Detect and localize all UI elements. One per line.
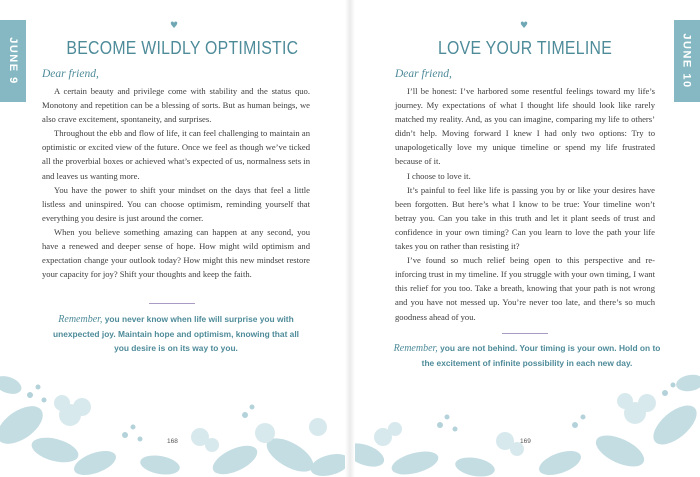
page-title: BECOME WILDLY OPTIMISTIC (66, 38, 299, 58)
paragraph: I’ve found so much relief being open to this perspective and re-inforcing trust in my timeline. If you struggle with your own timing, I want this relief for you too. Take a breath, knowing that your path is not wrong and you have not messed up. You’re never too late, and there’s so much goodness ahead of you. (395, 255, 655, 322)
divider (502, 333, 548, 334)
floral-illustration (355, 355, 700, 477)
letter-body (395, 84, 655, 324)
page-number: 168 (167, 438, 178, 445)
remember-callout (52, 312, 300, 355)
date-tab-label: JUNE 10 (681, 33, 694, 89)
paragraph: When you believe something amazing can happen at any second, you have a renewed and deeper sense of hope. How might wild optimism and expectation change your outlook today? How might this new mindset restore your capacity for joy? Shift your thoughts and keep the faith. (42, 226, 310, 280)
book-gutter (345, 0, 355, 477)
paragraph: You have the power to shift your mindset on the days that feel a little listless and uninspired. You can choose optimism, reminding yourself that everything you desire is just around the corner. (42, 184, 310, 223)
salutation: Dear friend, (42, 68, 99, 80)
page-title: LOVE YOUR TIMELINE (437, 38, 613, 58)
heart-icon: ♥ (170, 21, 179, 31)
remember-text: you are not behind. Your timing is your own. Hold on to the excitement of infinite possibility in each new day. (421, 343, 661, 368)
date-tab-june-10 (674, 20, 700, 102)
salutation: Dear friend, (395, 68, 452, 80)
paragraph: A certain beauty and privilege come with stability and the status quo. Monotony and repetition can be a blessing of sorts. But as human beings, we also crave excitement, spontaneity, and surprises. (42, 86, 310, 125)
left-page (0, 0, 345, 477)
paragraph: I choose to love it. (407, 170, 471, 181)
letter-body (42, 84, 310, 281)
right-page (355, 0, 700, 477)
heart-icon: ♥ (520, 21, 529, 31)
date-tab-june-9 (0, 20, 26, 102)
remember-lead: Remember, (393, 343, 438, 354)
paragraph: Throughout the ebb and flow of life, it can feel challenging to maintain an optimistic or excited view of the future. Once we feel as though we’ve ticked all the proverbial boxes or achieved what’s expected of us, normalness sets in and leaves us wanting more. (42, 128, 310, 181)
page-number: 169 (520, 438, 531, 445)
floral-illustration (0, 355, 345, 477)
remember-lead: Remember, (58, 314, 103, 325)
remember-text: you never know when life will surprise you with unexpected joy. Maintain hope and optimism, knowing that all you desire is on its way to you. (53, 314, 299, 353)
divider (149, 303, 195, 304)
paragraph: It’s painful to feel like life is passing you by or like your desires have been forgotten. But here’s what I know to be true: Your timeline won’t betray you. Can you take in this truth and let it plant seeds of trust and confidence in your own timing? Can you learn to love the path your life takes you on rather than resisting it? (395, 184, 655, 252)
paragraph: I’ll be honest: I’ve harbored some resentful feelings toward my life’s journey. My expectations of what I thought life should look like rarely matched my reality. And, as you can imagine, comparing my life to others’ didn’t help. Moving forward I knew I had only two options: Try to unapologetically love my unique timeline or spend my life frustrated because of it. (395, 86, 655, 167)
date-tab-label: JUNE 9 (7, 37, 19, 85)
